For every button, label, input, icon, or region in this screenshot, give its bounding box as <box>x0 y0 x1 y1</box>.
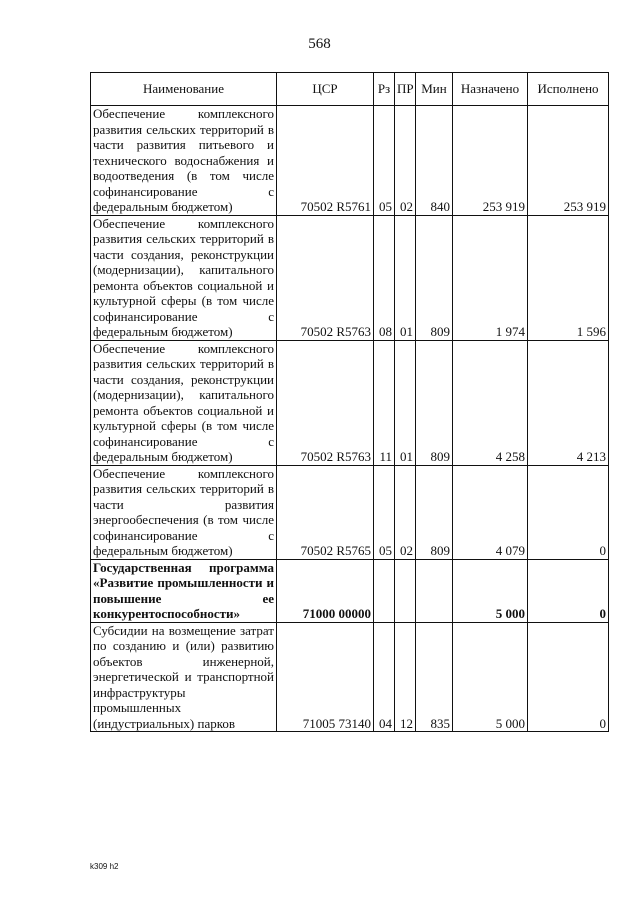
row-min <box>416 559 453 622</box>
row-min: 809 <box>416 215 453 340</box>
row-executed: 4 213 <box>528 340 609 465</box>
row-executed: 1 596 <box>528 215 609 340</box>
row-assigned: 4 258 <box>453 340 528 465</box>
header-min: Мин <box>416 73 453 106</box>
table-row <box>91 215 609 340</box>
row-rz: 05 <box>374 465 395 559</box>
table-row <box>91 465 609 559</box>
row-executed: 0 <box>528 559 609 622</box>
row-name: Обеспечение комплексного развития сельских территорий в части создания, реконструкции (модернизации), капитального ремонта объектов социальной и культурной сферы (в том числе софинансирование с федеральным бюджетом) <box>91 215 277 340</box>
row-min: 840 <box>416 106 453 216</box>
row-min: 809 <box>416 465 453 559</box>
header-csr: ЦСР <box>277 73 374 106</box>
document-code: k309 h2 <box>90 862 119 871</box>
row-rz: 04 <box>374 622 395 732</box>
row-pr: 01 <box>395 215 416 340</box>
table-row <box>91 622 609 732</box>
row-executed: 0 <box>528 622 609 732</box>
header-executed: Исполнено <box>528 73 609 106</box>
row-rz <box>374 559 395 622</box>
row-csr: 70502 R5763 <box>277 215 374 340</box>
table-header-row <box>91 73 609 106</box>
row-name: Обеспечение комплексного развития сельских территорий в части развития питьевого и технического водоснабжения и водоотведения (в том числе софинансирование с федеральным бюджетом) <box>91 106 277 216</box>
page-number: 568 <box>308 36 331 52</box>
table-row-program <box>91 559 609 622</box>
budget-table <box>90 72 609 732</box>
row-min: 809 <box>416 340 453 465</box>
row-executed: 253 919 <box>528 106 609 216</box>
row-name: Государственная программа «Развитие промышленности и повышение ее конкурентоспособности» <box>91 559 277 622</box>
header-assigned: Назначено <box>453 73 528 106</box>
row-assigned: 4 079 <box>453 465 528 559</box>
row-name: Обеспечение комплексного развития сельских территорий в части создания, реконструкции (модернизации), капитального ремонта объектов социальной и культурной сферы (в том числе софинансирование с федеральным бюджетом) <box>91 340 277 465</box>
header-pr: ПР <box>395 73 416 106</box>
row-csr: 70502 R5763 <box>277 340 374 465</box>
row-csr: 71000 00000 <box>277 559 374 622</box>
row-name: Обеспечение комплексного развития сельских территорий в части развития энергообеспечения (в том числе софинансирование с федеральным бюджетом) <box>91 465 277 559</box>
row-csr: 70502 R5765 <box>277 465 374 559</box>
row-executed: 0 <box>528 465 609 559</box>
row-pr: 02 <box>395 465 416 559</box>
row-rz: 05 <box>374 106 395 216</box>
row-assigned: 1 974 <box>453 215 528 340</box>
row-csr: 70502 R5761 <box>277 106 374 216</box>
row-pr <box>395 559 416 622</box>
row-csr: 71005 73140 <box>277 622 374 732</box>
row-name: Субсидии на возмещение затрат по созданию и (или) развитию объектов инженерной, энергетической и транспортной инфраструктуры промышленных (индустриальных) парков <box>91 622 277 732</box>
header-name: Наименование <box>91 73 277 106</box>
row-pr: 02 <box>395 106 416 216</box>
table-row <box>91 106 609 216</box>
row-assigned: 253 919 <box>453 106 528 216</box>
header-rz: Рз <box>374 73 395 106</box>
row-rz: 11 <box>374 340 395 465</box>
table-row <box>91 340 609 465</box>
row-assigned: 5 000 <box>453 622 528 732</box>
row-min: 835 <box>416 622 453 732</box>
row-rz: 08 <box>374 215 395 340</box>
row-assigned: 5 000 <box>453 559 528 622</box>
row-pr: 12 <box>395 622 416 732</box>
row-pr: 01 <box>395 340 416 465</box>
